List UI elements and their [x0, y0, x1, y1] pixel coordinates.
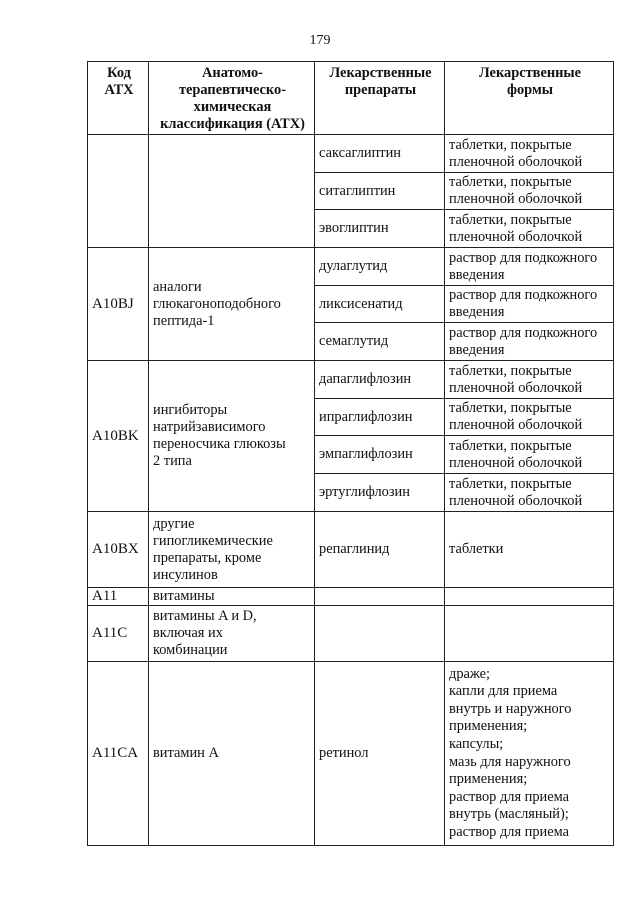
atx-code-cell: [88, 135, 149, 248]
dosage-form-line: таблетки, покрытые: [449, 362, 572, 379]
drug-cell: дулаглутид: [315, 248, 445, 286]
dosage-form-line: введения: [449, 304, 505, 320]
classification-line: 2 типа: [153, 453, 192, 469]
header-classification: Анатомо- терапевтическо- химическая классификация (АТХ): [149, 62, 315, 135]
classification-cell: [149, 248, 315, 361]
dosage-form-cell: [445, 399, 614, 436]
dosage-form-line: раствор для подкожного: [449, 249, 598, 266]
classification-cell: [149, 662, 315, 846]
table-row: [88, 588, 614, 606]
page-number: 179: [309, 33, 331, 48]
dosage-form-line: введения: [449, 341, 505, 358]
dosage-form-line: применения;: [449, 718, 528, 735]
table-row: [88, 361, 614, 399]
dosage-form-line: капсулы;: [449, 735, 504, 752]
dosage-form-line: мазь для наружного: [449, 753, 571, 770]
classification-cell: [149, 361, 315, 512]
classification-line: включая их: [153, 625, 223, 641]
dosage-form-cell: [445, 662, 614, 846]
dosage-form-line: введения: [449, 266, 505, 283]
dosage-form-line: применения;: [449, 771, 528, 788]
dosage-form-line: таблетки, покрытые: [449, 174, 572, 190]
dosage-form-cell: [445, 248, 614, 286]
dosage-form-line: пленочной оболочкой: [449, 153, 583, 170]
classification-line: аналоги: [153, 278, 202, 295]
dosage-form-line: таблетки: [449, 541, 504, 557]
header-drugs: Лекарственные препараты: [315, 62, 445, 135]
dosage-form-line: драже;: [449, 665, 491, 682]
classification-cell: [149, 512, 315, 588]
dosage-form-line: внутрь и наружного: [449, 700, 572, 717]
drug-cell: ситаглиптин: [315, 173, 445, 210]
classification-line: ингибиторы: [153, 402, 228, 418]
dosage-form-line: пленочной оболочкой: [449, 379, 583, 396]
atx-code-cell: A10BJ: [88, 248, 149, 361]
classification-line: инсулинов: [153, 566, 218, 583]
classification-line: другие: [153, 515, 195, 532]
drug-cell: [315, 606, 445, 662]
atx-code-cell: A10BX: [88, 512, 149, 588]
atx-code-cell: A11: [88, 588, 149, 606]
dosage-form-line: пленочной оболочкой: [449, 492, 583, 509]
drug-cell: репаглинид: [315, 512, 445, 588]
dosage-form-cell: [445, 135, 614, 173]
drug-cell: ликсисенатид: [315, 286, 445, 323]
classification-line: препараты, кроме: [153, 549, 262, 566]
classification-line: гипогликемические: [153, 532, 273, 549]
drug-cell: эвоглиптин: [315, 210, 445, 248]
drug-cell: дапаглифлозин: [315, 361, 445, 399]
drug-cell: [315, 588, 445, 606]
dosage-form-cell: [445, 436, 614, 474]
dosage-form-line: таблетки, покрытые: [449, 475, 572, 492]
dosage-form-line: пленочной оболочкой: [449, 228, 583, 245]
header-forms: Лекарственные формы: [445, 62, 614, 135]
classification-cell: [149, 588, 315, 606]
classification-line: переносчика глюкозы: [153, 436, 286, 452]
dosage-form-line: пленочной оболочкой: [449, 191, 583, 207]
atx-code-cell: A10BK: [88, 361, 149, 512]
dosage-form-line: раствор для приема: [449, 823, 570, 840]
drug-cell: саксаглиптин: [315, 135, 445, 173]
classification-line: натрийзависимого: [153, 419, 266, 435]
dosage-form-cell: [445, 512, 614, 588]
table-header-row: [88, 62, 614, 135]
dosage-form-cell: [445, 210, 614, 248]
classification-line: витамины A и D,: [153, 608, 257, 624]
classification-cell: [149, 135, 315, 248]
dosage-form-line: таблетки, покрытые: [449, 211, 572, 228]
atx-code-cell: A11CA: [88, 662, 149, 846]
dosage-form-line: внутрь (масляный);: [449, 806, 569, 823]
atx-code-cell: A11C: [88, 606, 149, 662]
dosage-form-cell: [445, 606, 614, 662]
dosage-form-line: таблетки, покрытые: [449, 136, 572, 153]
dosage-form-line: раствор для приема: [449, 788, 570, 805]
drug-cell: ипраглифлозин: [315, 399, 445, 436]
table-row: [88, 606, 614, 662]
dosage-form-cell: [445, 286, 614, 323]
dosage-form-line: пленочной оболочкой: [449, 454, 583, 471]
dosage-form-line: капли для приема: [449, 683, 558, 700]
classification-line: витамин A: [153, 745, 219, 761]
classification-line: комбинации: [153, 642, 228, 658]
classification-line: пептида-1: [153, 312, 215, 329]
classification-line: витамины: [153, 588, 215, 604]
drug-cell: эртуглифлозин: [315, 474, 445, 512]
table-row: [88, 135, 614, 173]
drug-cell: ретинол: [315, 662, 445, 846]
classification-cell: [149, 606, 315, 662]
dosage-form-line: раствор для подкожного: [449, 287, 598, 303]
dosage-form-cell: [445, 361, 614, 399]
classification-line: глюкагоноподобного: [153, 295, 281, 312]
dosage-form-line: пленочной оболочкой: [449, 417, 583, 433]
table-row: [88, 662, 614, 846]
dosage-form-cell: [445, 474, 614, 512]
table-row: [88, 512, 614, 588]
dosage-form-line: таблетки, покрытые: [449, 400, 572, 416]
dosage-form-cell: [445, 173, 614, 210]
dosage-form-line: раствор для подкожного: [449, 324, 598, 341]
dosage-form-line: таблетки, покрытые: [449, 437, 572, 454]
drug-cell: эмпаглифлозин: [315, 436, 445, 474]
drug-cell: семаглутид: [315, 323, 445, 361]
header-code: Код АТХ: [88, 62, 149, 135]
dosage-form-cell: [445, 323, 614, 361]
table-row: [88, 248, 614, 286]
atx-table: [87, 61, 614, 846]
dosage-form-cell: [445, 588, 614, 606]
